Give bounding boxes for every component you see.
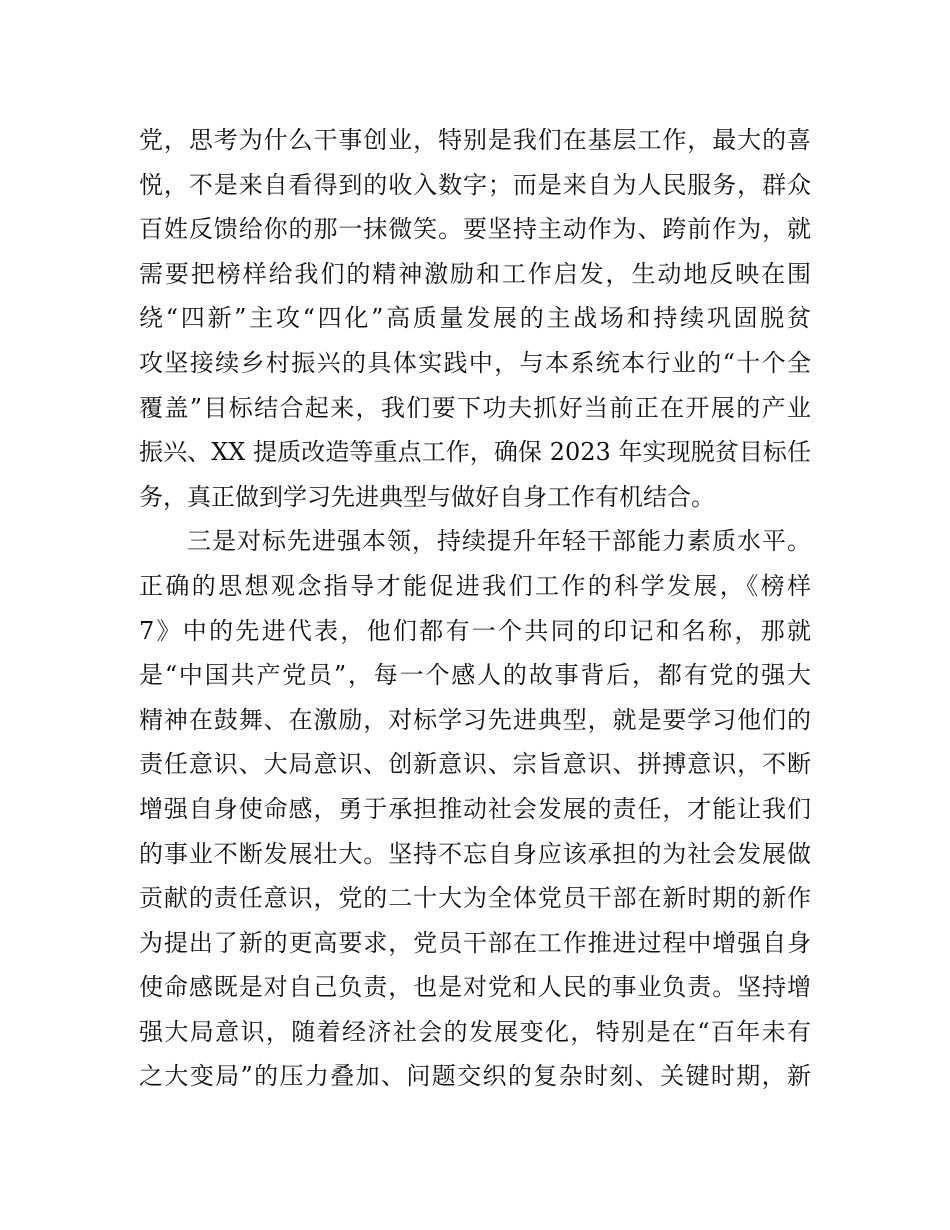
text-line: 贡献的责任意识，党的二十大为全体党员干部在新时期的新作 (139, 884, 811, 913)
text-line: 攻坚接续乡村振兴的具体实践中，与本系统本行业的“十个全 (139, 348, 811, 377)
paragraph-1 (139, 118, 811, 519)
text-line: 的事业不断发展壮大。坚持不忘自身应该承担的为社会发展做 (139, 839, 811, 868)
text-line: 正确的思想观念指导才能促进我们工作的科学发展，《榜样 (139, 571, 811, 600)
text-line: 精神在鼓舞、在激励，对标学习先进典型，就是要学习他们的 (139, 705, 811, 734)
text-line: 悦，不是来自看得到的收入数字；而是来自为人民服务，群众 (139, 170, 811, 199)
text-line: 党，思考为什么干事创业，特别是我们在基层工作，最大的喜 (139, 126, 811, 154)
text-line: 覆盖”目标结合起来，我们要下功夫抓好当前正在开展的产业 (139, 393, 811, 422)
text-line: 之大变局”的压力叠加、问题交织的复杂时刻、关键时期，新 (139, 1062, 811, 1091)
paragraph-2 (139, 519, 811, 1099)
text-line: 为提出了新的更高要求，党员干部在工作推进过程中增强自身 (139, 928, 811, 957)
text-line: 绕“四新”主攻“四化”高质量发展的主战场和持续巩固脱贫 (139, 304, 811, 333)
text-line: 责任意识、大局意识、创新意识、宗旨意识、拼搏意识，不断 (139, 750, 811, 779)
text-line: 务，真正做到学习先进典型与做好自身工作有机结合。 (139, 482, 715, 511)
text-line: 是“中国共产党员”，每一个感人的故事背后，都有党的强大 (139, 661, 811, 690)
text-line: 7》中的先进代表，他们都有一个共同的印记和名称，那就 (139, 616, 811, 645)
text-line: 百姓反馈给你的那一抹微笑。要坚持主动作为、跨前作为，就 (139, 215, 811, 244)
text-line: 三是对标先进强本领，持续提升年轻干部能力素质水平。 (187, 527, 811, 556)
text-line: 增强自身使命感，勇于承担推动社会发展的责任，才能让我们 (139, 794, 811, 823)
text-line: 使命感既是对自己负责，也是对党和人民的事业负责。坚持增 (139, 973, 811, 1002)
text-line: 需要把榜样给我们的精神激励和工作启发，生动地反映在围 (139, 259, 811, 288)
text-line: 振兴、XX 提质改造等重点工作，确保 2023 年实现脱贫目标任 (139, 438, 811, 467)
text-line: 强大局意识，随着经济社会的发展变化，特别是在“百年未有 (139, 1017, 811, 1046)
document-body (139, 118, 811, 1099)
